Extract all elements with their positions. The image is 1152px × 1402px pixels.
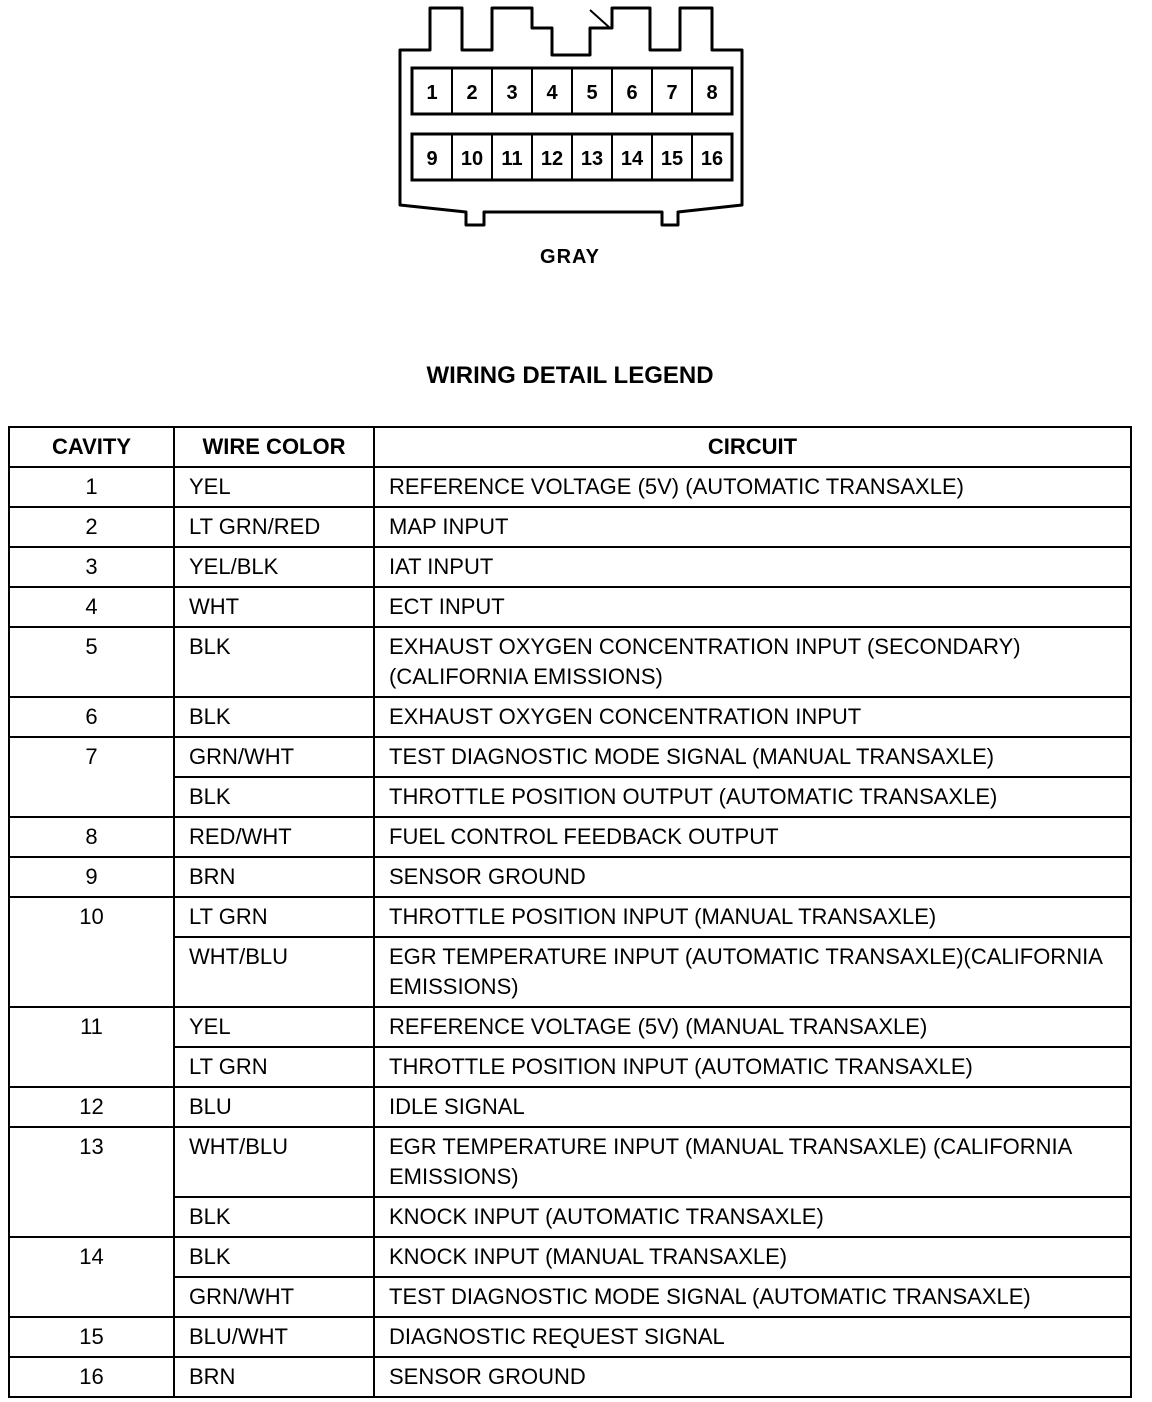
table-row — [9, 507, 1131, 547]
table-row — [9, 627, 1131, 697]
cavity-cell: 3 — [9, 547, 174, 587]
wire-color-cell: LT GRN — [174, 1047, 374, 1087]
circuit-cell: EXHAUST OXYGEN CONCENTRATION INPUT (SECONDARY) (CALIFORNIA EMISSIONS) — [374, 627, 1131, 697]
circuit-cell: FUEL CONTROL FEEDBACK OUTPUT — [374, 817, 1131, 857]
pin-label-8: 8 — [706, 82, 718, 104]
circuit-cell: TEST DIAGNOSTIC MODE SIGNAL (MANUAL TRANSAXLE) — [374, 737, 1131, 777]
wire-color-cell: BLK — [174, 627, 374, 697]
table-row — [9, 1197, 1131, 1237]
cavity-cell: 4 — [9, 587, 174, 627]
cavity-cell: 7 — [9, 737, 174, 817]
circuit-cell: MAP INPUT — [374, 507, 1131, 547]
wire-color-cell: GRN/WHT — [174, 737, 374, 777]
table-row — [9, 1087, 1131, 1127]
wire-color-cell: WHT/BLU — [174, 1127, 374, 1197]
pin-label-10: 10 — [460, 148, 484, 170]
table-row — [9, 817, 1131, 857]
connector-color-caption: GRAY — [540, 246, 600, 268]
pin-label-5: 5 — [586, 82, 598, 104]
table-row — [9, 777, 1131, 817]
cavity-cell: 12 — [9, 1087, 174, 1127]
wire-color-cell: YEL/BLK — [174, 547, 374, 587]
table-row — [9, 1047, 1131, 1087]
table-row — [9, 587, 1131, 627]
circuit-cell: DIAGNOSTIC REQUEST SIGNAL — [374, 1317, 1131, 1357]
table-row — [9, 1237, 1131, 1277]
cavity-cell: 11 — [9, 1007, 174, 1087]
wire-color-cell: LT GRN/RED — [174, 507, 374, 547]
pin-label-13: 13 — [580, 148, 604, 170]
pin-label-6: 6 — [626, 82, 638, 104]
wire-color-cell: BLK — [174, 1237, 374, 1277]
table-row — [9, 737, 1131, 777]
cavity-cell: 5 — [9, 627, 174, 697]
connector-diagram — [0, 0, 1152, 240]
cavity-cell: 16 — [9, 1357, 174, 1397]
wire-color-cell: YEL — [174, 467, 374, 507]
table-row — [9, 697, 1131, 737]
table-row — [9, 897, 1131, 937]
circuit-cell: KNOCK INPUT (MANUAL TRANSAXLE) — [374, 1237, 1131, 1277]
wire-color-cell: BLK — [174, 777, 374, 817]
circuit-cell: THROTTLE POSITION OUTPUT (AUTOMATIC TRANSAXLE) — [374, 777, 1131, 817]
pin-label-11: 11 — [501, 148, 523, 170]
table-row — [9, 857, 1131, 897]
connector-housing — [400, 8, 742, 225]
wire-color-cell: LT GRN — [174, 897, 374, 937]
circuit-cell: ECT INPUT — [374, 587, 1131, 627]
table-header-row — [9, 427, 1131, 467]
pin-label-3: 3 — [506, 82, 518, 104]
cavity-cell: 15 — [9, 1317, 174, 1357]
pin-label-14: 14 — [620, 148, 644, 170]
table-row — [9, 1277, 1131, 1317]
table-row — [9, 1357, 1131, 1397]
circuit-cell: TEST DIAGNOSTIC MODE SIGNAL (AUTOMATIC TRANSAXLE) — [374, 1277, 1131, 1317]
table-row — [9, 1317, 1131, 1357]
cavity-cell: 10 — [9, 897, 174, 1007]
pin-label-2: 2 — [466, 82, 478, 104]
table-row — [9, 1127, 1131, 1197]
table-row — [9, 937, 1131, 1007]
wire-color-cell: RED/WHT — [174, 817, 374, 857]
circuit-cell: SENSOR GROUND — [374, 1357, 1131, 1397]
circuit-cell: EGR TEMPERATURE INPUT (MANUAL TRANSAXLE) (CALIFORNIA EMISSIONS) — [374, 1127, 1131, 1197]
cavity-cell: 6 — [9, 697, 174, 737]
wiring-legend-table — [8, 426, 1132, 1398]
wire-color-cell: GRN/WHT — [174, 1277, 374, 1317]
circuit-cell: IAT INPUT — [374, 547, 1131, 587]
pin-label-15: 15 — [660, 148, 684, 170]
wire-color-cell: BLK — [174, 697, 374, 737]
wire-color-cell: BRN — [174, 857, 374, 897]
cavity-cell: 2 — [9, 507, 174, 547]
legend-title: WIRING DETAIL LEGEND — [426, 362, 714, 389]
circuit-cell: EXHAUST OXYGEN CONCENTRATION INPUT — [374, 697, 1131, 737]
header-cavity: CAVITY — [9, 427, 174, 467]
table-row — [9, 547, 1131, 587]
circuit-cell: REFERENCE VOLTAGE (5V) (AUTOMATIC TRANSAXLE) — [374, 467, 1131, 507]
circuit-cell: KNOCK INPUT (AUTOMATIC TRANSAXLE) — [374, 1197, 1131, 1237]
header-wire-color: WIRE COLOR — [174, 427, 374, 467]
wire-color-cell: WHT — [174, 587, 374, 627]
wire-color-cell: BLU — [174, 1087, 374, 1127]
header-circuit: CIRCUIT — [374, 427, 1131, 467]
wire-color-cell: BRN — [174, 1357, 374, 1397]
cavity-cell: 13 — [9, 1127, 174, 1237]
cavity-cell: 14 — [9, 1237, 174, 1317]
circuit-cell: IDLE SIGNAL — [374, 1087, 1131, 1127]
table-row — [9, 467, 1131, 507]
pin-label-16: 16 — [700, 148, 724, 170]
table-row — [9, 1007, 1131, 1047]
pin-label-4: 4 — [546, 82, 558, 104]
wire-color-cell: BLU/WHT — [174, 1317, 374, 1357]
circuit-cell: EGR TEMPERATURE INPUT (AUTOMATIC TRANSAXLE)(CALIFORNIA EMISSIONS) — [374, 937, 1131, 1007]
cavity-cell: 8 — [9, 817, 174, 857]
circuit-cell: THROTTLE POSITION INPUT (MANUAL TRANSAXLE) — [374, 897, 1131, 937]
circuit-cell: REFERENCE VOLTAGE (5V) (MANUAL TRANSAXLE) — [374, 1007, 1131, 1047]
cavity-cell: 1 — [9, 467, 174, 507]
circuit-cell: THROTTLE POSITION INPUT (AUTOMATIC TRANSAXLE) — [374, 1047, 1131, 1087]
wire-color-cell: BLK — [174, 1197, 374, 1237]
circuit-cell: SENSOR GROUND — [374, 857, 1131, 897]
wire-color-cell: YEL — [174, 1007, 374, 1047]
connector-latch-line — [590, 10, 610, 28]
pin-label-9: 9 — [426, 148, 438, 170]
pin-label-1: 1 — [426, 82, 438, 104]
cavity-cell: 9 — [9, 857, 174, 897]
pin-label-12: 12 — [540, 148, 564, 170]
pin-label-7: 7 — [666, 82, 678, 104]
wire-color-cell: WHT/BLU — [174, 937, 374, 1007]
